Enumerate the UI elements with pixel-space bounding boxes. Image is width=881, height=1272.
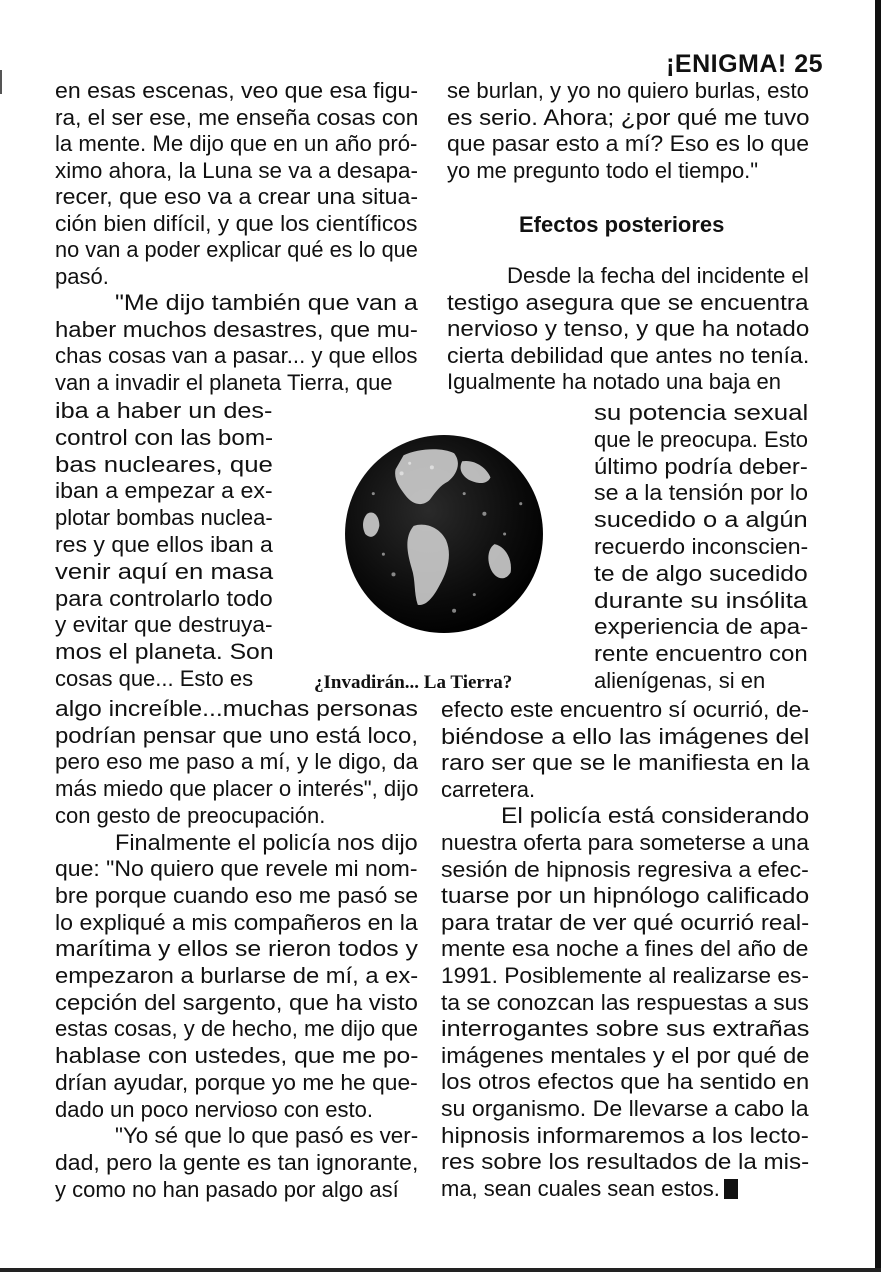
- text-line: para controlarlo todo: [55, 585, 273, 611]
- text-line: cosas que... Esto es: [55, 666, 254, 691]
- text-line: ta se conozcan las respuestas a sus: [441, 989, 809, 1015]
- text-line: podrían pensar que uno está loco,: [55, 722, 418, 748]
- text-line: y como no han pasado por algo así: [55, 1176, 399, 1202]
- text-line: Igualmente ha notado una baja en: [447, 369, 781, 394]
- text-line: sesión de hipnosis regresiva a efec-: [441, 856, 809, 882]
- text-line: iba a haber un des-: [55, 398, 273, 423]
- text-line: más miedo que placer o interés", dijo: [55, 776, 419, 802]
- scan-mark: [0, 70, 2, 94]
- text-line: que pasar esto a mí? Eso es lo que: [447, 131, 810, 156]
- text-line: efecto este encuentro sí ocurrió, de-: [441, 697, 810, 722]
- text-line: los otros efectos que ha sentido en: [441, 1069, 810, 1095]
- text-line: con gesto de preocupación.: [55, 802, 326, 828]
- text-line: recuerdo inconscien-: [594, 534, 809, 559]
- text-line: pasó.: [55, 263, 109, 289]
- text-line: El policía está considerando: [501, 803, 810, 829]
- text-line: carretera.: [441, 776, 536, 802]
- text-line: control con las bom-: [55, 424, 274, 450]
- text-line: algo increíble...muchas personas: [55, 696, 418, 721]
- text-line: Finalmente el policía nos dijo: [115, 829, 418, 855]
- text-line: su potencia sexual: [594, 400, 809, 425]
- text-line: que le preocupa. Esto: [594, 426, 809, 452]
- text-line: plotar bombas nuclea-: [55, 505, 273, 531]
- text-line: bas nucleares, que: [55, 451, 273, 477]
- text-line: biéndose a ello las imágenes del: [441, 723, 810, 749]
- text-line: "Yo sé que lo que pasó es ver-: [115, 1123, 419, 1149]
- text-line: iban a empezar a ex-: [55, 478, 273, 504]
- text-line: hipnosis informaremos a los lecto-: [441, 1122, 809, 1148]
- text-line: mente esa noche a fines del año de: [441, 936, 809, 962]
- text-line: chas cosas van a pasar... y que ellos: [55, 343, 418, 368]
- text-line: haber muchos desastres, que mu-: [55, 316, 418, 342]
- text-line: ximo ahora, la Luna se va a desapa-: [55, 157, 419, 183]
- text-line: nuestra oferta para someterse a una: [441, 830, 809, 855]
- page-edge-right: [875, 0, 881, 1272]
- text-line: rente encuentro con: [594, 641, 808, 667]
- text-line: y evitar que destruya-: [55, 612, 273, 638]
- text-line: lo expliqué a mis compañeros en la: [55, 909, 418, 935]
- text-line: mos el planeta. Son: [55, 639, 274, 665]
- text-line: ción bien difícil, y que los científicos: [55, 210, 418, 236]
- text-line: interrogantes sobre sus extrañas: [441, 1016, 810, 1042]
- text-line: ra, el ser ese, me enseña cosas con: [55, 104, 419, 130]
- text-line: ma, sean cuales sean estos.: [441, 1176, 738, 1202]
- text-line: pero eso me paso a mí, y le digo, da: [55, 749, 418, 775]
- text-line: hablase con ustedes, que me po-: [55, 1043, 419, 1069]
- text-line: van a invadir el planeta Tierra, que: [55, 369, 393, 395]
- text-line: se a la tensión por lo: [594, 480, 808, 506]
- text-line: para tratar de ver qué ocurrió real-: [441, 909, 810, 935]
- earth-globe-icon: [343, 433, 545, 635]
- page-header: ¡ENIGMA! 25: [666, 50, 823, 78]
- text-line: no van a poder explicar qué es lo que: [55, 237, 418, 262]
- text-line: cierta debilidad que antes no tenía.: [447, 342, 810, 368]
- section-heading: Efectos posteriores: [519, 212, 725, 237]
- text-line: se burlan, y yo no quiero burlas, esto: [447, 78, 809, 103]
- text-line: "Me dijo también que van a: [115, 290, 418, 315]
- text-line: res sobre los resultados de la mis-: [441, 1149, 810, 1175]
- text-line: yo me pregunto todo el tiempo.": [447, 157, 759, 183]
- text-line: su organismo. De llevarse a cabo la: [441, 1096, 809, 1121]
- text-line: es serio. Ahora; ¿por qué me tuvo: [447, 104, 810, 130]
- text-line: te de algo sucedido: [594, 560, 808, 586]
- text-line: imágenes mentales y el por qué de: [441, 1042, 810, 1068]
- text-line: tuarse por un hipnólogo calificado: [441, 883, 810, 909]
- text-line: recer, que eso va a crear una situa-: [55, 184, 419, 209]
- text-line: Desde la fecha del incidente el: [507, 263, 809, 288]
- text-line: venir aquí en masa: [55, 558, 274, 584]
- text-line: cepción del sargento, que ha visto: [55, 989, 418, 1015]
- text-line: raro ser que se le manifiesta en la: [441, 750, 810, 776]
- text-line: nervioso y tenso, y que ha notado: [447, 316, 810, 341]
- text-line: 1991. Posiblemente al realizarse es-: [441, 963, 809, 988]
- text-line: alienígenas, si en: [594, 668, 766, 693]
- text-line: empezaron a burlarse de mí, a ex-: [55, 963, 419, 988]
- text-line: dado un poco nervioso con esto.: [55, 1096, 374, 1122]
- text-line: sucedido o a algún: [594, 507, 808, 533]
- text-line: testigo asegura que se encuentra: [447, 289, 809, 315]
- figure-caption: ¿Invadirán... La Tierra?: [314, 672, 513, 693]
- text-line: la mente. Me dijo que en un año pró-: [55, 131, 418, 156]
- end-mark-icon: [724, 1179, 738, 1199]
- text-line: marítima y ellos se rieron todos y: [55, 936, 418, 962]
- text-line: en esas escenas, veo que esa figu-: [55, 78, 419, 103]
- text-line: dad, pero la gente es tan ignorante,: [55, 1149, 419, 1175]
- text-line: que: "No quiero que revele mi nom-: [55, 856, 418, 882]
- text-line: bre porque cuando eso me pasó se: [55, 882, 419, 908]
- page-edge-bottom: [0, 1268, 881, 1272]
- text-line: último podría deber-: [594, 453, 808, 479]
- text-line: res y que ellos iban a: [55, 532, 273, 557]
- text-line: estas cosas, y de hecho, me dijo que: [55, 1016, 419, 1042]
- text-line: drían ayudar, porque yo me he que-: [55, 1069, 418, 1095]
- text-line: experiencia de apa-: [594, 614, 809, 640]
- text-line: durante su insólita: [594, 587, 808, 613]
